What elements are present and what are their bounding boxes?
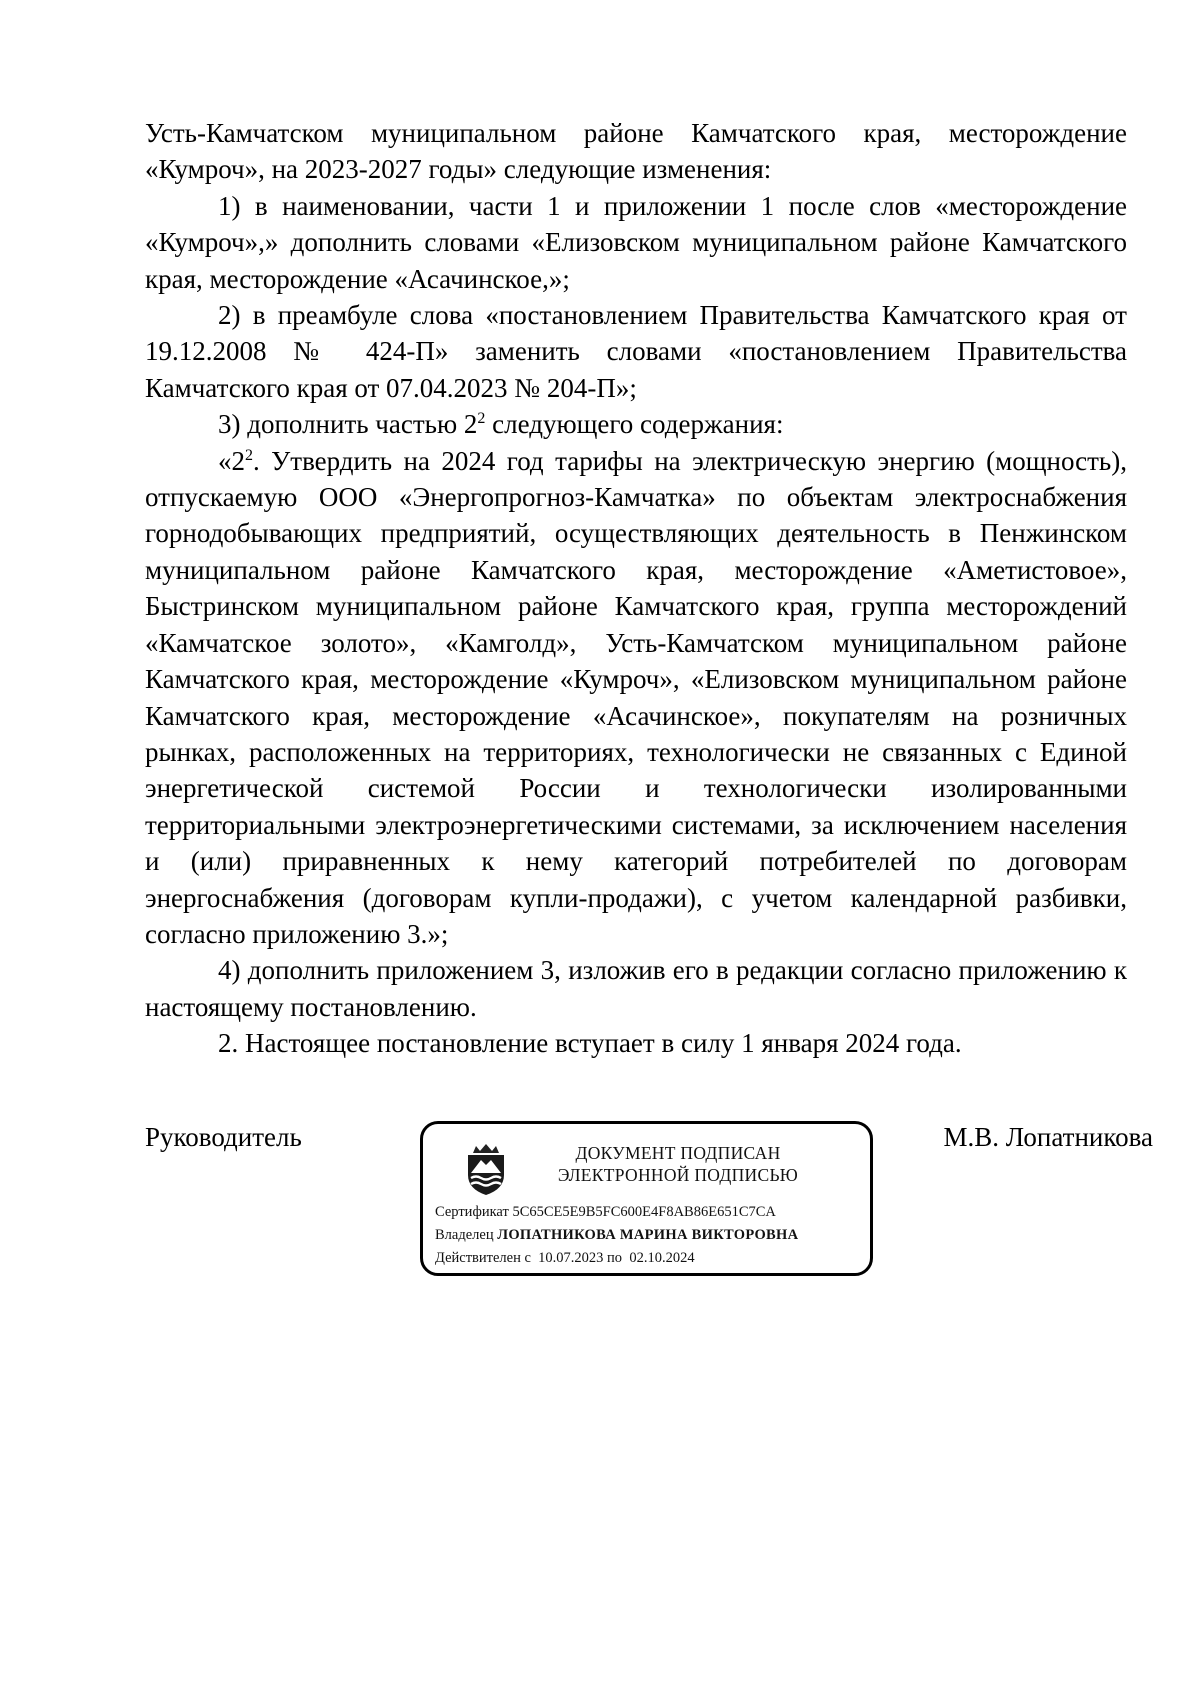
validity-from-date: 10.07.2023 (538, 1250, 604, 1266)
paragraph-intro: Усть-Камчатском муниципальном районе Камчатского края, месторождение «Кумроч», на 2023-2027 годы» следующие изменения: (145, 118, 1127, 185)
paragraph-part-2-2 (145, 443, 1127, 953)
superscript: 2 (245, 446, 253, 464)
owner-label: Владелец (435, 1227, 494, 1243)
stamp-header-line-2: ЭЛЕКТРОННОЙ ПОДПИСЬЮ (557, 1165, 799, 1185)
document-body (145, 115, 1127, 1062)
stamp-header (523, 1142, 833, 1186)
superscript: 2 (477, 410, 486, 428)
owner-line (435, 1226, 798, 1244)
validity-to-label: по (607, 1250, 623, 1266)
paragraph-item-2: 2) в преамбуле слова «постановлением Правительства Камчатского края от 19.12.2008 № 424-П» заменить словами «постановлением Правительства Камчатского края от 07.04.2023 № 204-П»; (145, 300, 1127, 403)
signer-title: Руководитель (145, 1122, 302, 1152)
validity-to-date: 02.10.2024 (629, 1250, 695, 1266)
electronic-signature-stamp (420, 1121, 873, 1276)
paragraph-item-1: 1) в наименовании, части 1 и приложении 1 после слов «месторождение «Кумроч»,» дополнить словами «Елизовском муниципальном районе Камчатского края, месторождение «Асачинское,»; (145, 190, 1127, 294)
validity-label: Действителен (435, 1250, 521, 1266)
coat-of-arms-icon (458, 1141, 514, 1197)
stamp-header-line-1: ДОКУМЕНТ ПОДПИСАН (575, 1143, 781, 1163)
certificate-value: 5C65CE5E9B5FC600E4F8AB86E651C7CA (512, 1204, 776, 1220)
paragraph-item-4: 4) дополнить приложением 3, изложив его в редакции согласно приложению к настоящему постановлению. (145, 955, 1127, 1022)
paragraph-item-3-text: 3) дополнить частью 2 (218, 409, 478, 440)
certificate-label: Сертификат (435, 1204, 509, 1220)
signer-name: М.В. Лопатникова (943, 1122, 1153, 1152)
owner-value: ЛОПАТНИКОВА МАРИНА ВИКТОРОВНА (497, 1227, 799, 1243)
paragraph-item-3 (145, 406, 1127, 442)
certificate-line (435, 1203, 776, 1221)
paragraph-item-3-tail: следующего содержания: (485, 409, 784, 440)
validity-from-label: с (524, 1250, 531, 1266)
paragraph-part-text: . Утвердить на 2024 год тарифы на электрическую энергию (мощность), отпускаемую ООО «Энергопрогноз-Камчатка» по объектам электроснабжения горнодобывающих предприятий, осуществляющих деятельность в Пенжинском муниципальном районе Камчатского края, месторождение «Аметистовое», Быстринском муниципальном районе Камчатского края, группа месторождений «Камчатское золото», «Камголд», Усть-Камчатском муниципальном районе Камчатского края, месторождение «Кумроч», «Елизовском муниципальном районе Камчатского края, месторождение «Асачинское», покупателям на розничных рынках, расположенных на территориях, технологически не связанных с Единой энергетической системой России и технологически изолированными территориальными электроэнергетическими системами, за исключением населения и (или) приравненных к нему категорий потребителей по договорам энергоснабжения (договорам купли-продажи), с учетом календарной разбивки, согласно приложению 3.»; (145, 445, 1127, 949)
paragraph-part-number: «2 (218, 445, 245, 476)
validity-line (435, 1249, 695, 1267)
paragraph-effective-date: 2. Настоящее постановление вступает в силу 1 января 2024 года. (218, 1028, 962, 1059)
